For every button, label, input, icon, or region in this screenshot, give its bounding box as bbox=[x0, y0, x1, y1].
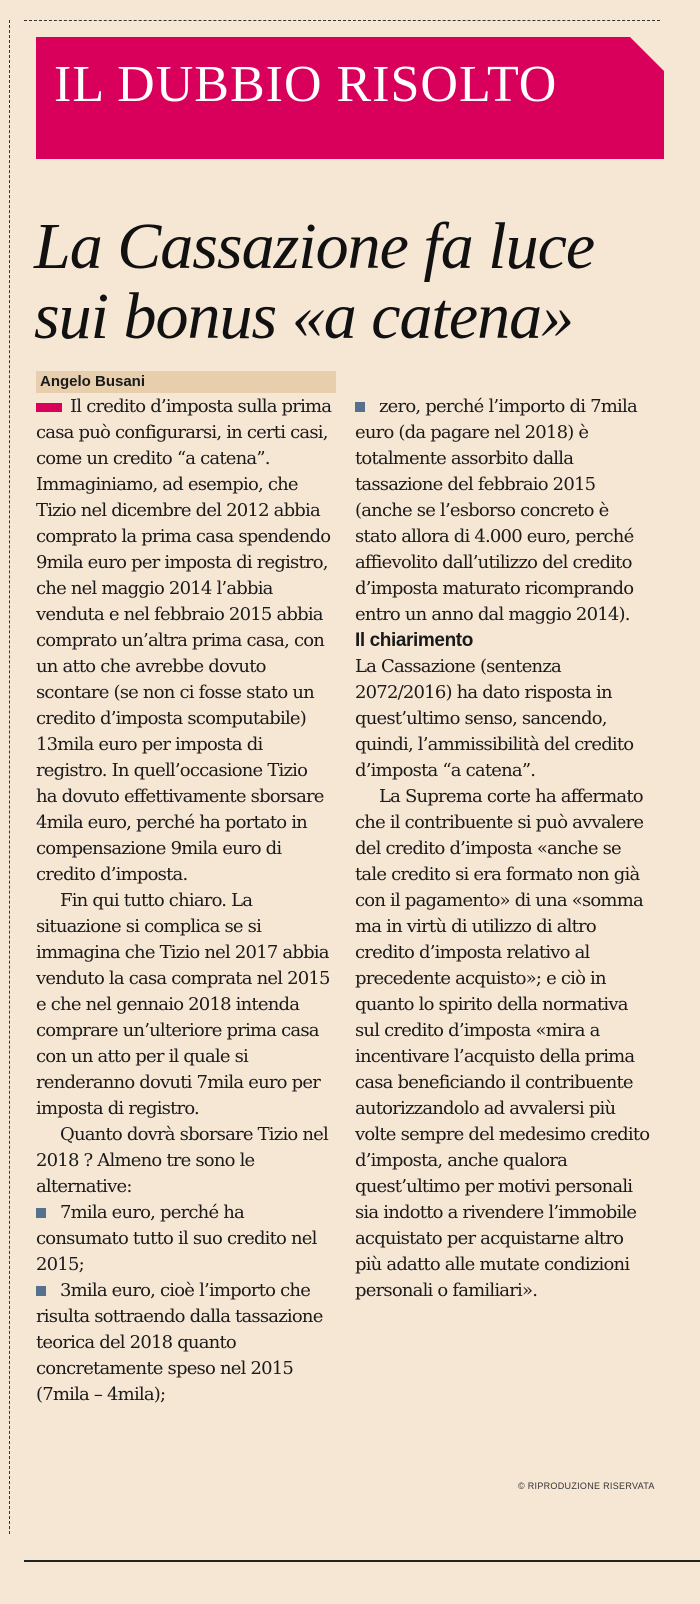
list-item-text: zero, perché l’importo di 7mila euro (da pagare nel 2018) è totalmente assorbito dalla tassazione del febbraio 2015 (anche se l’esborso concreto è stato allora di 4.000 euro, perché affievolito dall’utilizzo del credito d’imposta maturato ricomprando entro un anno dal maggio 2014). bbox=[355, 396, 637, 625]
list-item bbox=[36, 1278, 332, 1408]
article-headline bbox=[34, 212, 674, 352]
top-cut-line bbox=[24, 20, 660, 21]
paragraph: La Suprema corte ha affermato che il contribuente si può avvalere del credito d’imposta «anche se tale credito si era formato non già con il pagamento» di una «somma ma in virtù di utilizzo di altro credito d’imposta relativo al precedente acquisto»; e ciò in quanto lo spirito della normativa sul credito d’imposta «mira a incentivare l’acquisto della prima casa beneficiando il contribuente autorizzandolo ad avvalersi più volte sempre del medesimo credito d’imposta, anche qualora quest’ultimo per motivi personali sia indotto a rivendere l’immobile acquistato per acquistarne altro più adatto alle mutate condizioni personali o familiari». bbox=[355, 786, 650, 1301]
author-byline: Angelo Busani bbox=[36, 371, 336, 393]
section-subheading: Il chiarimento bbox=[355, 630, 473, 651]
headline-line-1: La Cassazione fa luce bbox=[34, 210, 595, 283]
square-bullet-icon bbox=[36, 1286, 46, 1296]
banner-corner-fold bbox=[630, 37, 664, 71]
left-cut-line bbox=[9, 20, 10, 1534]
paragraph-lead bbox=[36, 394, 332, 888]
paragraph: La Cassazione (sentenza 2072/2016) ha dato risposta in quest’ultimo senso, sancendo, quindi, l’ammissibilità del credito d’imposta “a catena”. bbox=[355, 656, 634, 781]
paragraph: Quanto dovrà sborsare Tizio nel 2018 ? Almeno tre sono le alternative: bbox=[36, 1124, 328, 1197]
copyright-notice: © RIPRODUZIONE RISERVATA bbox=[518, 1481, 655, 1491]
list-item-text: 7mila euro, perché ha consumato tutto il suo credito nel 2015; bbox=[36, 1202, 317, 1275]
list-item bbox=[36, 1200, 332, 1278]
bottom-rule bbox=[24, 1560, 700, 1562]
article-column-left bbox=[36, 394, 332, 1408]
paragraph-lead-text: Il credito d’imposta sulla prima casa può configurarsi, in certi casi, come un credito “a catena”. Immaginiamo, ad esempio, che Tizio nel dicembre del 2012 abbia comprato la prima casa spendendo 9mila euro per imposta di registro, che nel maggio 2014 l’abbia venduta e nel febbraio 2015 abbia comprato un’altra prima casa, con un atto che avrebbe dovuto scontare (se non ci fosse stato un credito d’imposta scomputabile) 13mila euro per imposta di registro. In quell’occasione Tizio ha dovuto effettivamente sborsare 4mila euro, perché ha portato in compensazione 9mila euro di credito d’imposta. bbox=[36, 396, 332, 885]
article-column-right bbox=[355, 394, 651, 1304]
paragraph: Fin qui tutto chiaro. La situazione si complica se si immagina che Tizio nel 2017 abbia venduto la casa comprata nel 2015 e che nel gennaio 2018 intenda comprare un’ulteriore prima casa con un atto per il quale si renderanno dovuti 7mila euro per imposta di registro. bbox=[36, 890, 330, 1119]
square-bullet-icon bbox=[355, 402, 365, 412]
square-bullet-icon bbox=[36, 1208, 46, 1218]
headline-line-2: sui bonus «a catena» bbox=[34, 280, 574, 353]
section-banner bbox=[36, 37, 664, 159]
lead-marker-icon bbox=[36, 403, 62, 412]
list-item-text: 3mila euro, cioè l’importo che risulta sottraendo dalla tassazione teorica del 2018 quanto concretamente speso nel 2015 (7mila – 4mila); bbox=[36, 1280, 323, 1405]
section-banner-title: IL DUBBIO RISOLTO bbox=[54, 56, 558, 113]
list-item bbox=[355, 394, 651, 628]
